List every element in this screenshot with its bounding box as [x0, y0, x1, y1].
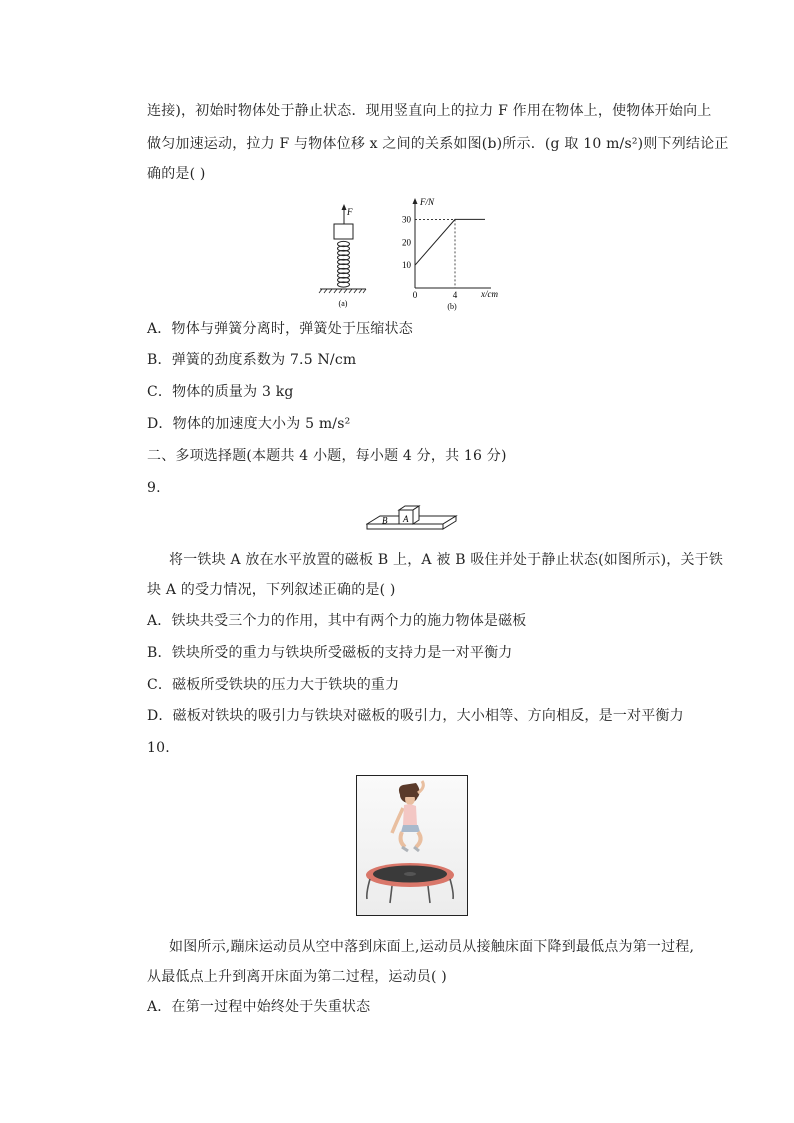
y-axis-label: F/N	[420, 197, 435, 207]
q10-trampoline-photo	[356, 775, 468, 916]
figure-b-fx-chart	[395, 192, 510, 314]
q9-option-b: B．铁块所受的重力与铁块所受磁板的支持力是一对平衡力	[147, 645, 513, 661]
force-arrow-head	[342, 204, 347, 210]
q8-option-d: D．物体的加速度大小为 5 m/s²	[147, 416, 351, 432]
q10-number: 10.	[147, 740, 170, 756]
q9-number: 9.	[147, 480, 161, 496]
figure-a-spring-block	[318, 200, 368, 312]
q8-option-a: A．物体与弹簧分离时，弹簧处于压缩状态	[147, 321, 413, 337]
q8-option-b: B．弹簧的劲度系数为 7.5 N/cm	[147, 352, 357, 368]
q10-stem-line-2: 从最低点上升到离开床面为第二过程，运动员( )	[147, 969, 447, 985]
intro-line-3: 确的是( )	[147, 166, 206, 182]
y-axis-arrow	[413, 198, 418, 204]
y-tick-10: 10	[402, 260, 411, 271]
ground-hatch	[319, 289, 366, 293]
q9-stem-line-1: 将一铁块 A 放在水平放置的磁板 B 上，A 被 B 吸住并处于静止状态(如图所示)，关于铁	[169, 552, 724, 568]
q9-figure-board-block	[366, 504, 458, 534]
board-label: B	[382, 515, 388, 526]
q9-stem-line-2: 块 A 的受力情况，下列叙述正确的是( )	[147, 582, 396, 598]
board-front	[367, 524, 443, 529]
force-curve	[415, 219, 485, 265]
spring-coil	[338, 241, 350, 287]
block-label: A	[403, 514, 409, 524]
intro-line-1: 连接)，初始时物体处于静止状态．现用竖直向上的拉力 F 作用在物体上，使物体开始向上	[147, 103, 712, 119]
force-label: F	[347, 207, 353, 217]
x-axis-label: x/cm	[481, 289, 498, 299]
figure-b-caption: (b)	[447, 302, 457, 311]
q10-stem-line-1: 如图所示,蹦床运动员从空中落到床面上,运动员从接触床面下降到最低点为第一过程,	[169, 939, 695, 955]
section-2-heading: 二、多项选择题(本题共 4 小题，每小题 4 分，共 16 分)	[147, 448, 507, 464]
y-tick-30: 30	[402, 214, 411, 225]
q9-option-d: D．磁板对铁块的吸引力与铁块对磁板的吸引力，大小相等、方向相反，是一对平衡力	[147, 708, 684, 724]
figure-a-caption: (a)	[338, 299, 348, 308]
q9-option-c: C．磁板所受铁块的压力大于铁块的重力	[147, 677, 400, 693]
x-tick-0: 0	[412, 290, 418, 300]
intro-line-2: 做匀加速运动，拉力 F 与物体位移 x 之间的关系如图(b)所示．(g 取 10 m/s²)则下列结论正	[147, 136, 729, 152]
block	[334, 224, 353, 239]
x-tick-4: 4	[452, 290, 458, 300]
q9-option-a: A．铁块共受三个力的作用，其中有两个力的施力物体是磁板	[147, 613, 527, 629]
q10-option-a: A．在第一过程中始终处于失重状态	[147, 999, 371, 1015]
y-tick-20: 20	[402, 237, 411, 248]
q8-option-c: C．物体的质量为 3 kg	[147, 384, 294, 400]
